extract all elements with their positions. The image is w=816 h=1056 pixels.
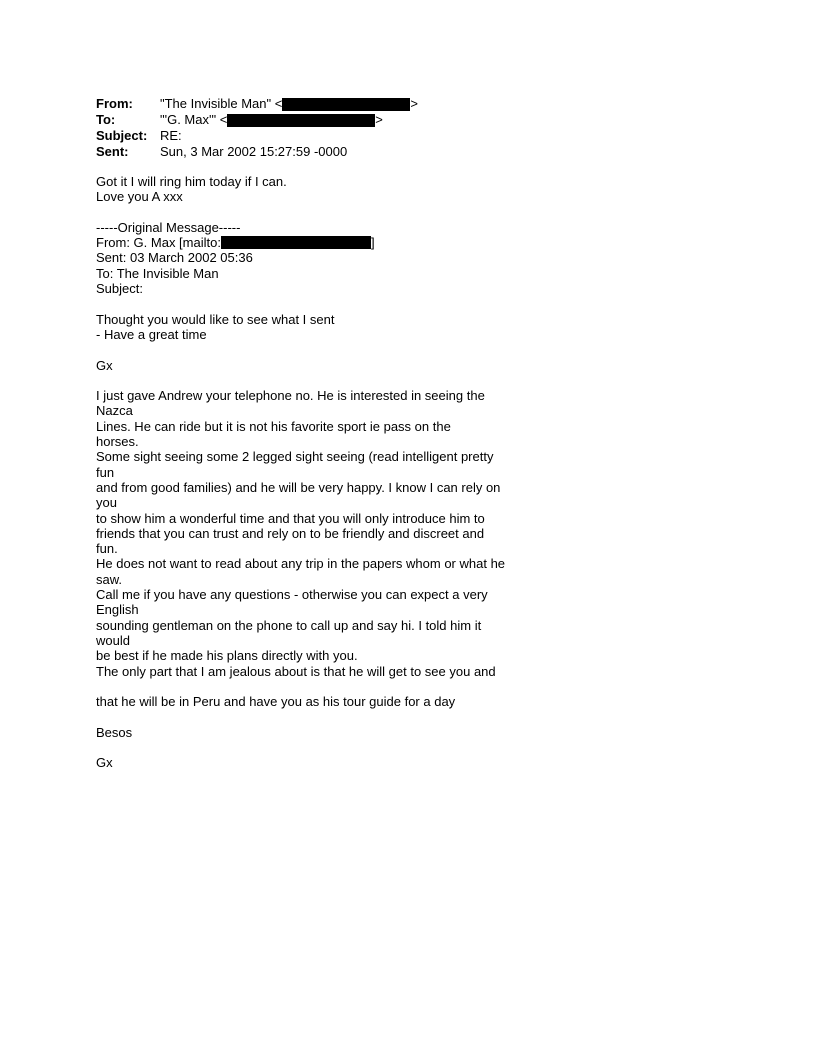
to-label: To: (96, 112, 116, 127)
subject-value: RE: (160, 128, 182, 143)
message-line: fun. (96, 541, 118, 557)
from-name: "The Invisible Man" < (160, 96, 283, 111)
from-label: From: (96, 96, 133, 111)
message-line: that he will be in Peru and have you as his tour guide for a day (96, 694, 456, 710)
message-line: would (96, 632, 130, 648)
message-line: The only part that I am jealous about is that he will get to see you and (96, 663, 496, 679)
message-line: Call me if you have any questions - otherwise you can expect a very (96, 587, 488, 603)
message-line: sounding gentleman on the phone to call up and say hi. I told him it (96, 617, 482, 633)
original-to: To: The Invisible Man (96, 265, 219, 281)
original-body (96, 312, 536, 771)
message-line: English (96, 602, 139, 618)
original-sent: Sent: 03 March 2002 05:36 (96, 250, 253, 266)
original-from-prefix: From: G. Max [mailto: (96, 235, 221, 251)
redacted-original-email (221, 236, 371, 249)
message-line: Nazca (96, 403, 133, 419)
header-to-row (96, 112, 536, 128)
reply-body (96, 174, 536, 205)
message-line: saw. (96, 571, 123, 587)
original-from-suffix: ] (370, 235, 375, 251)
original-message-header (96, 220, 536, 296)
signature: Gx (96, 755, 113, 771)
message-line: fun (96, 464, 115, 480)
message-line: I just gave Andrew your telephone no. He is interested in seeing the (96, 388, 485, 404)
message-line: you (96, 495, 117, 511)
sent-value: Sun, 3 Mar 2002 15:27:59 -0000 (160, 144, 348, 159)
original-divider: -----Original Message----- (96, 219, 241, 235)
redacted-to-email (227, 114, 375, 127)
header-from-row (96, 96, 536, 112)
subject-label: Subject: (96, 128, 148, 143)
message-line: and from good families) and he will be very happy. I know I can rely on (96, 479, 501, 495)
original-subject: Subject: (96, 281, 143, 297)
from-close: > (410, 96, 418, 111)
to-name: "'G. Max'" < (160, 112, 228, 127)
original-from (96, 235, 536, 250)
header-sent-row (96, 144, 536, 160)
message-line: He does not want to read about any trip in the papers whom or what he (96, 556, 506, 572)
sent-label: Sent: (96, 144, 129, 159)
message-line: horses. (96, 434, 139, 450)
message-line: be best if he made his plans directly with you. (96, 648, 358, 664)
message-line: to show him a wonderful time and that you will only introduce him to (96, 510, 485, 526)
email-header (96, 96, 536, 160)
email-document (96, 96, 536, 771)
redacted-from-email (282, 98, 410, 111)
intro-line: Thought you would like to see what I sent (96, 311, 335, 327)
signature: Gx (96, 357, 113, 373)
message-line: Some sight seeing some 2 legged sight seeing (read intelligent pretty (96, 449, 494, 465)
closing: Besos (96, 724, 133, 740)
reply-line: Love you A xxx (96, 189, 183, 205)
to-close: > (375, 112, 383, 127)
reply-line: Got it I will ring him today if I can. (96, 174, 287, 189)
message-line: friends that you can trust and rely on to be friendly and discreet and (96, 525, 485, 541)
message-line: Lines. He can ride but it is not his favorite sport ie pass on the (96, 418, 451, 434)
header-subject-row (96, 128, 536, 144)
intro-line: - Have a great time (96, 326, 207, 342)
